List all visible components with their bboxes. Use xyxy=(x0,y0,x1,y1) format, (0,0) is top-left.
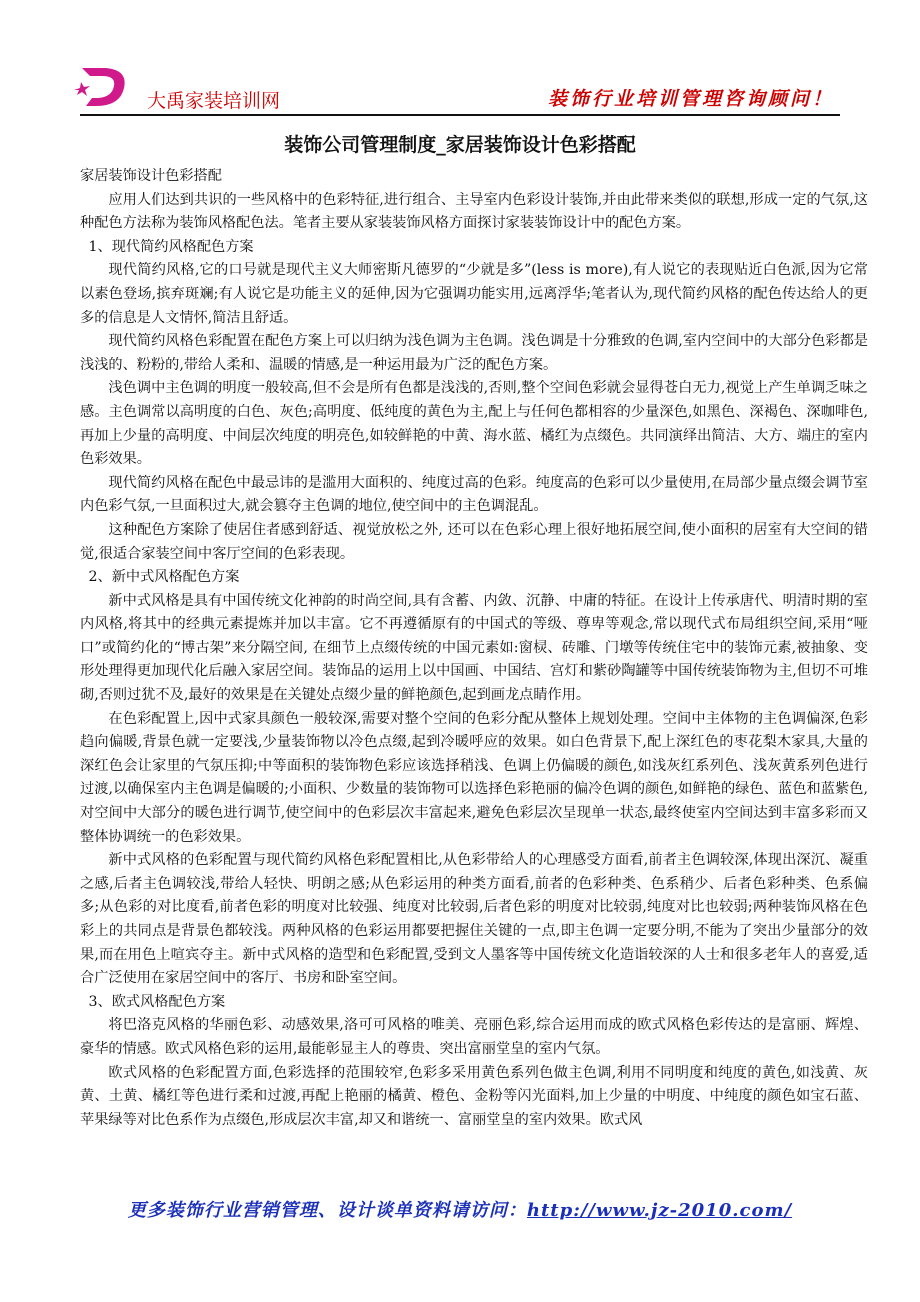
paragraph: 这种配色方案除了使居住者感到舒适、视觉放松之外, 还可以在色彩心理上很好地拓展空间,使小面积的居室有大空间的错觉,很适合家装空间中客厅空间的色彩表现。 xyxy=(80,521,868,562)
header-slogan: 装饰行业培训管理咨询顾问！ xyxy=(547,88,834,110)
section-heading: 3、欧式风格配色方案 xyxy=(88,993,226,1010)
paragraph: 现代简约风格,它的口号就是现代主义大师密斯凡德罗的“少就是多”(less is more),有人说它的表现贴近白色派,因为它常以素色登场,摈弃斑斓;有人说它是功能主义的延伸,因为它强调功能实用,远离浮华;笔者认为,现代简约风格的配色传达给人的更多的信息是人文情怀,简洁且舒适。 xyxy=(80,262,868,326)
paragraph: 浅色调中主色调的明度一般较高,但不会是所有色都是浅浅的,否则,整个空间色彩就会显得苍白无力,视觉上产生单调乏味之感。主色调常以高明度的白色、灰色;高明度、低纯度的黄色为主,配上与任何色都相容的少量深色,如黑色、深褐色、深咖啡色,再加上少量的高明度、中间层次纯度的明亮色,如较鲜艳的中黄、海水蓝、橘红为点缀色。共同演绎出简洁、大方、端庄的室内色彩效果。 xyxy=(80,380,868,468)
paragraph: 应用人们达到共识的一些风格中的色彩特征,进行组合、主导室内色彩设计装饰,并由此带来类似的联想,形成一定的气氛,这种配色方法称为装饰风格配色法。笔者主要从家装装饰风格方面探讨家装装饰设计中的配色方案。 xyxy=(80,191,868,232)
section-heading: 家居装饰设计色彩搭配 xyxy=(80,168,222,184)
logo-icon xyxy=(72,62,130,110)
paragraph: 现代简约风格在配色中最忌讳的是滥用大面积的、纯度过高的色彩。纯度高的色彩可以少量使用,在局部少量点缀会调节室内色彩气氛,一旦面积过大,就会篡夺主色调的地位,使空间中的主色调混乱。 xyxy=(80,474,868,515)
header-divider xyxy=(80,114,840,116)
brand-name: 大禹家装培训网 xyxy=(147,90,281,112)
page-header xyxy=(0,0,920,120)
paragraph: 欧式风格的色彩配置方面,色彩选择的范围较窄,色彩多采用黄色系列色做主色调,利用不同明度和纯度的黄色,如浅黄、灰黄、土黄、橘红等色进行柔和过渡,再配上艳丽的橘黄、橙色、金粉等闪光面料,加上少量的中明度、中纯度的颜色如宝石蓝、苹果绿等对比色系作为点缀色,形成层次丰富,却又和谐统一、富丽堂皇的室内效果。欧式风 xyxy=(80,1064,868,1128)
footer-link[interactable]: http://www.jz-2010.com/ xyxy=(526,1200,793,1221)
footer-text: 更多装饰行业营销管理、设计谈单资料请访问： xyxy=(127,1200,527,1221)
paragraph: 新中式风格是具有中国传统文化神韵的时尚空间,具有含蓄、内敛、沉静、中庸的特征。在设计上传承唐代、明清时期的室内风格,将其中的经典元素提炼并加以丰富。它不再遵循原有的中国式的等级、尊卑等观念,常以现代式布局组织空间,采用“哑口”或简约化的“博古架”来分隔空间, 在细节上点缀传统的中国元素如:窗棂、砖雕、门墩等传统住宅中的装饰元素,被抽象、变形处理得更加现代化后融入家居空间。装饰品的运用上以中国画、中国结、宫灯和紫砂陶罐等中国传统装饰物为主,但切不可堆砌,否则过犹不及,最好的效果是在关键处点缀少量的鲜艳颜色,起到画龙点睛作用。 xyxy=(80,592,868,704)
document-body xyxy=(80,165,868,1132)
paragraph: 现代简约风格色彩配置在配色方案上可以归纳为浅色调为主色调。浅色调是十分雅致的色调,室内空间中的大部分色彩都是浅浅的、粉粉的,带给人柔和、温暖的情感,是一种运用最为广泛的配色方案。 xyxy=(80,333,868,373)
section-heading: 2、新中式风格配色方案 xyxy=(88,569,240,586)
page-footer xyxy=(0,1196,920,1222)
paragraph: 在色彩配置上,因中式家具颜色一般较深,需要对整个空间的色彩分配从整体上规划处理。空间中主体物的主色调偏深,色彩趋向偏暖,背景色就一定要浅,少量装饰物以冷色点缀,起到冷暖呼应的效果。如白色背景下,配上深红色的枣花梨木家具,大量的深红色会让家里的气氛压抑;中等面积的装饰物色彩应该选择稍浅、色调上仍偏暖的颜色,如浅灰红系列色、浅灰黄系列色进行过渡,以确保室内主色调是偏暖的;小面积、少数量的装饰物可以选择色彩艳丽的偏冷色调的颜色,如鲜艳的绿色、蓝色和蓝紫色,对空间中大部分的暖色进行调节,使空间中的色彩层次丰富起来,避免色彩层次呈现单一状态,最终使室内空间达到丰富多彩而又整体协调统一的色彩效果。 xyxy=(80,710,868,845)
document-title: 装饰公司管理制度_家居装饰设计色彩搭配 xyxy=(284,134,636,156)
section-heading: 1、现代简约风格配色方案 xyxy=(88,238,254,255)
paragraph: 将巴洛克风格的华丽色彩、动感效果,洛可可风格的唯美、亮丽色彩,综合运用而成的欧式风格色彩传达的是富丽、辉煌、豪华的情感。欧式风格色彩的运用,最能彰显主人的尊贵、突出富丽堂皇的室内气氛。 xyxy=(80,1017,868,1057)
paragraph: 新中式风格的色彩配置与现代简约风格色彩配置相比,从色彩带给人的心理感受方面看,前者主色调较深,体现出深沉、凝重之感,后者主色调较浅,带给人轻快、明朗之感;从色彩运用的种类方面看,前者的色彩种类、色系稍少、后者色彩种类、色系偏多;从色彩的对比度看,前者色彩的明度对比较强、纯度对比较弱,后者色彩的明度对比较弱,纯度对比也较弱;两种装饰风格在色彩上的共同点是背景色都较浅。两种风格的色彩运用都要把握住关键的一点,即主色调一定要分明,不能为了突出少量部分的效果,而在用色上喧宾夺主。新中式风格的造型和色彩配置,受到文人墨客等中国传统文化造诣较深的人士和很多老年人的喜爱,适合广泛使用在家居空间中的客厅、书房和卧室空间。 xyxy=(80,852,868,987)
